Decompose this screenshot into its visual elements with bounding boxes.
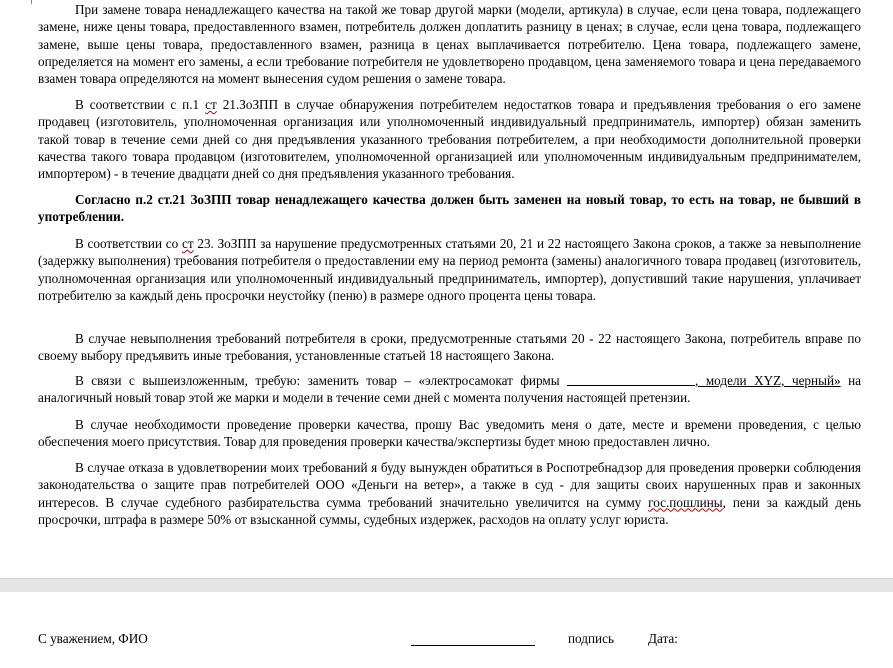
paragraph-demand bbox=[38, 372, 861, 407]
signature-regards: С уважением, ФИО bbox=[38, 631, 148, 646]
signature-line[interactable] bbox=[411, 645, 535, 646]
paragraph-article-21-p1 bbox=[38, 96, 861, 182]
paragraph-other-demands bbox=[38, 330, 861, 365]
paragraph-text: В случае отказа в удовлетворении моих требований я буду вынужден обратиться в Роспотребнадзор для проведения проверки соблюдения законодательства о защите прав потребителей ООО «Деньги на ветер», а также в суд - для защиты своих нарушенных прав и законных интересов. В случае судебного разбирательства сумма требований значительно увеличится на сумму bbox=[38, 460, 861, 510]
spellcheck-word: ст bbox=[205, 97, 217, 112]
spellcheck-word: гос.пошлины bbox=[648, 494, 723, 510]
paragraph-text: Согласно п.2 ст.21 ЗоЗПП товар ненадлежащего качества должен быть заменен на новый товар, то есть на товар, не бывший в употреблении. bbox=[38, 192, 861, 225]
paragraph-text: В связи с вышеизложенным, требую: заменить товар – «электросамокат фирмы bbox=[75, 373, 568, 388]
paragraph-text: 23. ЗоЗПП за нарушение предусмотренных статьями 20, 21 и 22 настоящего Закона сроков, а также за невыполнение (задержку выполнения) требования потребителя о предоставлении ему на период ремонта (замены) аналогичного товара продавец (изготовитель, уполномоченная организация или уполномоченный индивидуальный предприниматель, импортер), допустивший такие нарушения, уплачивает потребителю за каждый день просрочки неустойку (пеню) в размере одного процента цены товара. bbox=[38, 236, 861, 303]
document-page-2 bbox=[0, 592, 893, 668]
model-text: , модели XYZ, черный» bbox=[695, 373, 841, 388]
paragraph-text: В случае необходимости проведение проверки качества, прошу Вас уведомить меня о дате, месте и времени проведения, с целью обеспечения моего присутствия. Товар для проведения проверки качества/экспертизы будет мною предоставлен лично. bbox=[38, 417, 861, 450]
brand-blank-field[interactable] bbox=[567, 385, 695, 386]
paragraph-text: , пени за каждый день просрочки, штрафа в размере 50% от взысканной суммы, судебных издержек, расходов на оплату услуг юриста. bbox=[38, 494, 861, 527]
paragraph-quality-check bbox=[38, 416, 861, 451]
paragraph-text: В соответствии со bbox=[75, 236, 182, 251]
signature-label: подпись bbox=[568, 631, 614, 646]
paragraph-article-21-p2 bbox=[38, 191, 861, 226]
date-label: Дата: bbox=[648, 631, 678, 646]
paragraph-refusal bbox=[38, 459, 861, 528]
spellcheck-word: ст bbox=[181, 236, 194, 251]
paragraph-article-23 bbox=[38, 235, 861, 304]
paragraph-text: на аналогичный новый товар этой же марки и модели в течение семи дней с момента получения настоящей претензии. bbox=[38, 373, 862, 406]
paragraph-text: В случае невыполнения требований потребителя в сроки, предусмотренные статьями 20 - 22 настоящего Закона, потребитель вправе по своему выбору предъявить иные требования, установленные статьей 18 настоящего Закона. bbox=[38, 331, 861, 364]
paragraph-replacement-price bbox=[38, 1, 861, 87]
paragraph-text: 21.ЗоЗПП в случае обнаружения потребителем недостатков товара и предъявления требования о его замене продавец (изготовитель, уполномоченная организация или уполномоченный индивидуальный предприниматель, импортер) обязан заменить такой товар в течение семи дней со дня предъявления указанного требования потребителем, а при необходимости дополнительной проверки качества такого товара продавцом (изготовителем, уполномоченной организацией или уполномоченным индивидуальным предпринимателем, импортером) - в течение двадцати дней со дня предъявления указанного требования. bbox=[38, 97, 861, 182]
paragraph-text: В соответствии с п.1 bbox=[75, 97, 206, 112]
page-corner-mark bbox=[31, 0, 32, 4]
paragraph-text: При замене товара ненадлежащего качества на такой же товар другой марки (модели, артикула) в случае, если цена товара, подлежащего замене, ниже цены товара, предоставленного взамен, потребитель должен доплатить разницу в ценах; в случае, если цена товара, подлежащего замене, выше цены товара, предоставленного взамен, разница в ценах выплачивается потребителю. Цена товара, подлежащего замене, определяется на момент его замены, а если требование потребителя не удовлетворено продавцом, цена заменяемого товара и цена передаваемого взамен товара определяются на момент вынесения судом решения о замене товара. bbox=[38, 2, 861, 87]
page-break-separator bbox=[0, 578, 893, 593]
